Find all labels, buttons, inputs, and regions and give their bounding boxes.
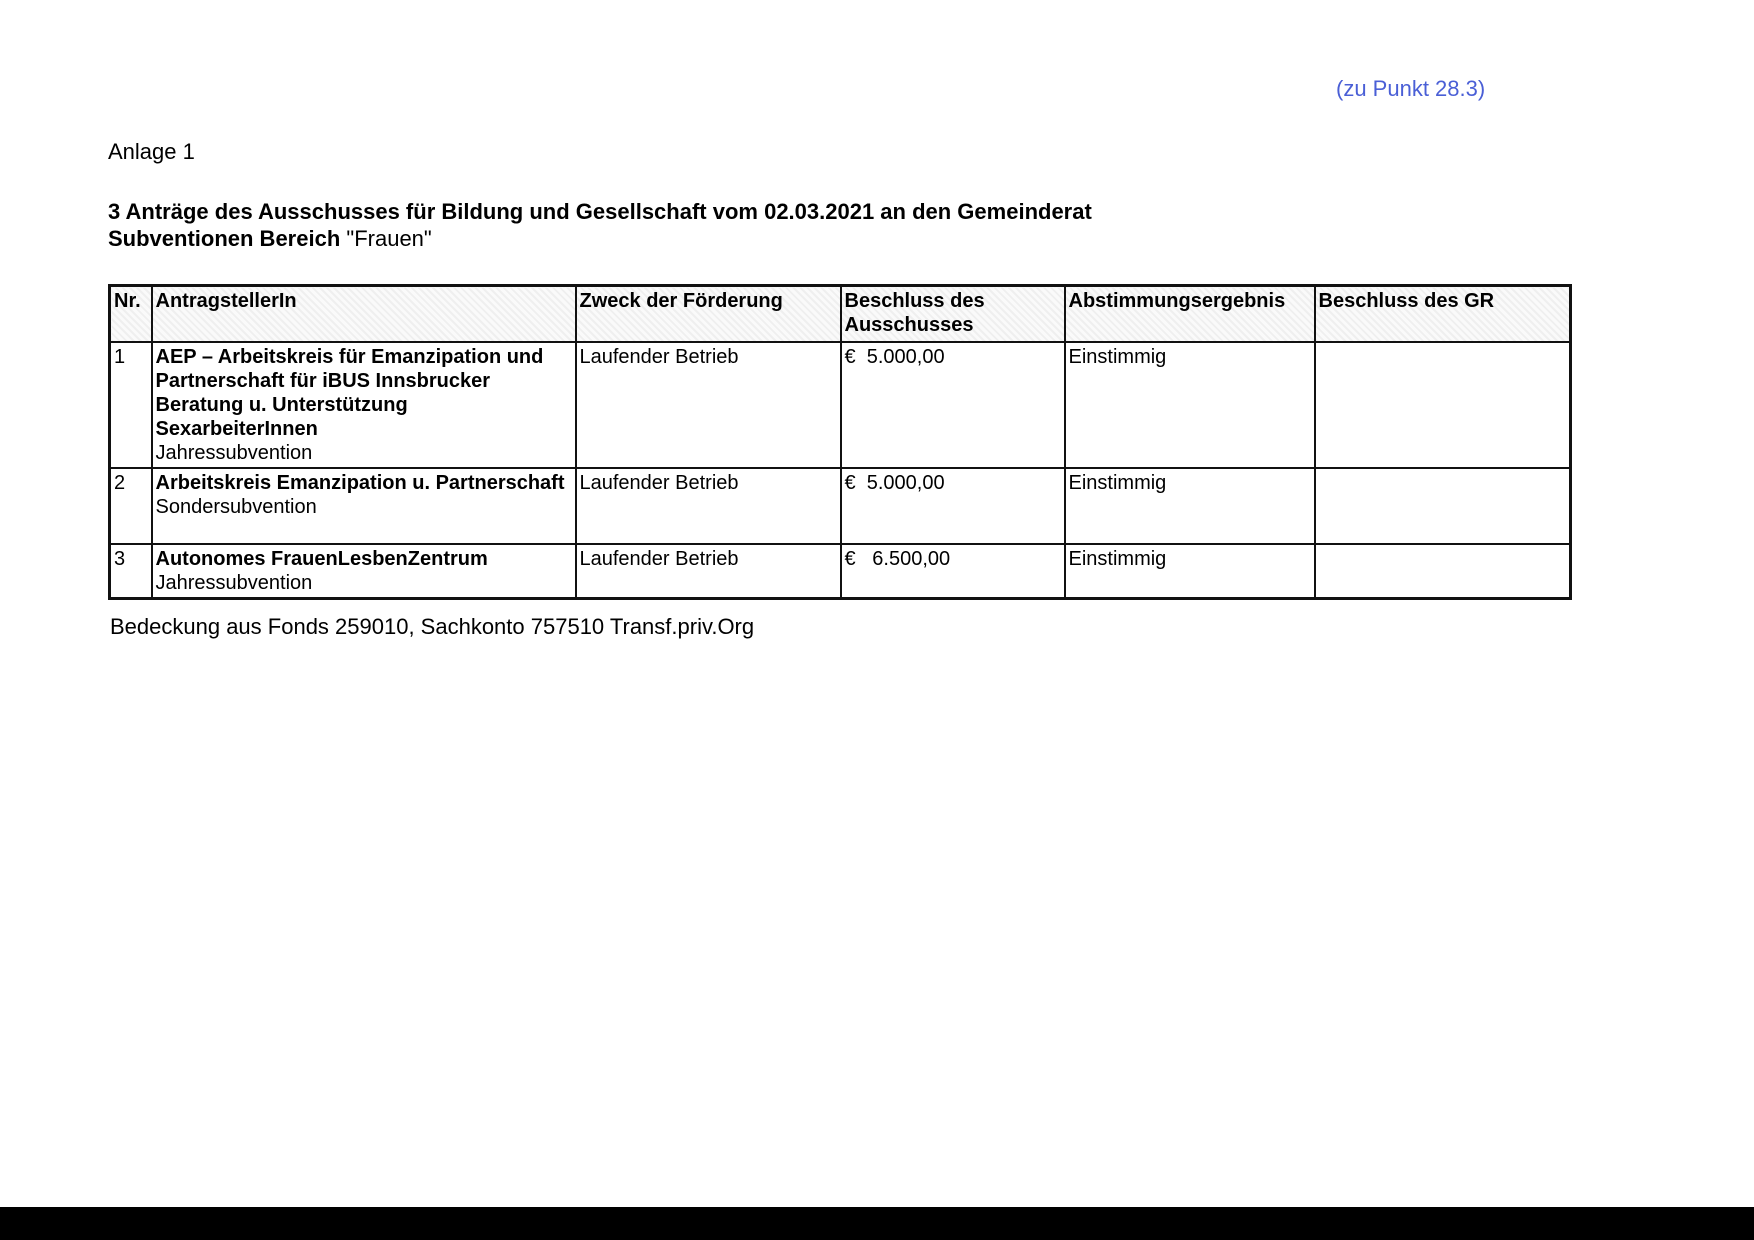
heading-line-1: 3 Anträge des Ausschusses für Bildung und Gesellschaft vom 02.03.2021 an den Gemeinderat	[108, 199, 1092, 224]
row-applicant	[152, 342, 576, 468]
row-applicant	[152, 468, 576, 544]
table-row	[110, 468, 1571, 544]
heading-line-2-bold: Subventionen Bereich	[108, 226, 341, 251]
subsidy-type: Jahressubvention	[155, 442, 313, 464]
row-vote-result: Einstimmig	[1065, 544, 1315, 599]
row-decision-amount: € 5.000,00	[841, 468, 1065, 544]
funding-note: Bedeckung aus Fonds 259010, Sachkonto 757510 Transf.priv.Org	[110, 614, 755, 639]
applicant-name: Autonomes FrauenLesbenZentrum	[155, 548, 488, 570]
applicant-name: AEP – Arbeitskreis für Emanzipation und Partnerschaft für iBUS Innsbrucker Beratung u. Unterstützung SexarbeiterInnen	[155, 346, 544, 440]
row-nr: 2	[110, 468, 152, 544]
header-committee-decision: Beschluss des Ausschusses	[841, 286, 1065, 343]
row-nr: 3	[110, 544, 152, 599]
header-nr: Nr.	[110, 286, 152, 343]
subsidy-type: Sondersubvention	[155, 496, 317, 518]
row-purpose: Laufender Betrieb	[576, 544, 841, 599]
row-decision-amount: € 6.500,00	[841, 544, 1065, 599]
header-applicant: AntragstellerIn	[152, 286, 576, 343]
subsidy-type: Jahressubvention	[155, 572, 313, 594]
row-decision-amount: € 5.000,00	[841, 342, 1065, 468]
header-purpose: Zweck der Förderung	[576, 286, 841, 343]
header-vote-result: Abstimmungsergebnis	[1065, 286, 1315, 343]
applicant-name: Arbeitskreis Emanzipation u. Partnerschaft	[155, 472, 565, 494]
row-nr: 1	[110, 342, 152, 468]
row-council-decision	[1315, 544, 1571, 599]
table-header-row	[110, 286, 1571, 343]
subsidy-table	[108, 284, 1572, 600]
row-council-decision	[1315, 342, 1571, 468]
row-vote-result: Einstimmig	[1065, 468, 1315, 544]
attachment-label: Anlage 1	[108, 139, 195, 164]
header-council-decision: Beschluss des GR	[1315, 286, 1571, 343]
table-row	[110, 544, 1571, 599]
row-vote-result: Einstimmig	[1065, 342, 1315, 468]
document-heading	[108, 198, 1092, 252]
scan-edge-bar	[0, 1207, 1754, 1240]
row-purpose: Laufender Betrieb	[576, 342, 841, 468]
row-council-decision	[1315, 468, 1571, 544]
row-purpose: Laufender Betrieb	[576, 468, 841, 544]
table-row	[110, 342, 1571, 468]
row-applicant	[152, 544, 576, 599]
agenda-reference: (zu Punkt 28.3)	[1336, 76, 1486, 101]
heading-line-2-rest: "Frauen"	[340, 226, 432, 251]
